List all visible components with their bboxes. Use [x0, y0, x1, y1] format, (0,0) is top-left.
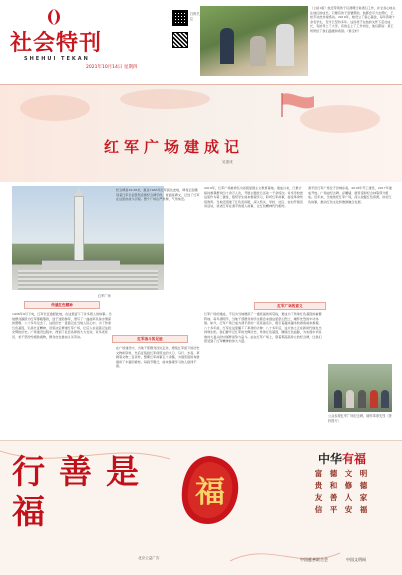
verse-char: 善 [329, 493, 338, 502]
photo-caption: 公众参观红军广场纪念碑，缅怀革命先烈（资料图片） [328, 414, 392, 423]
ad-sponsor: 北京公益广告 [138, 556, 160, 560]
verse-char: 文 [344, 469, 353, 478]
verse-char: 家 [359, 493, 368, 502]
verse-char: 德 [329, 469, 338, 478]
visitors-photo [328, 364, 392, 412]
article-column: 红军广场的建成，不仅为当地增添了一道亮丽的风景线，更成为了传承红色基因的重要阵地。每年清明节，当地干部群众和学生都会来到这里祭扫烈士，缅怀先烈的丰功伟绩。如今，红军广场已成为清平县的一张亮丽名片，吸引着越来越多的游客前来参观。八十多年前，红军在这里播下了革命的火种；八十多年后，这片热土正在新时代焕发出勃勃生机。我们要牢记红军的光辉历史，传承红色基因，赓续红色血脉，为实现中华民族伟大复兴的中国梦而努力奋斗。站在红军广场上，望着那高高耸立的纪念碑，让我们感受到了红军精神的伟大力量。 [204, 312, 322, 343]
fu-seal-icon [176, 452, 244, 528]
article-title: 红军广场建成记 [104, 138, 245, 156]
photo-caption: 红军广场 [98, 294, 111, 298]
qr-caption: 扫码关注 [190, 12, 200, 21]
header-side-text: （上接1版）他还带领孩子们清理日常清扫工作，并全身心地关注他们的成长。只要有孩子需要帮助，他都会尽力去帮忙，王桂芳对此非常感动。2019年，她设立了爱心基金，每年资助十余名学生，至今已坚持多年。这些孩子在他的关怀下茁壮成长，有的考上了大学，有的走上了工作岗位，他们都说：是王奶奶给了我们温暖和希望。（紫宝轩） [310, 6, 396, 33]
article-banner [0, 84, 402, 182]
section-heading: 红军广场的意义 [254, 302, 326, 310]
verse-char: 明 [359, 469, 368, 478]
qr-code-icon [172, 32, 188, 48]
flag-icon [278, 91, 318, 117]
verse-char: 人 [344, 493, 353, 502]
article-author: 吴建成 [222, 160, 233, 164]
ad-slogan: 行善是福 [12, 452, 153, 531]
verse-char: 贵 [314, 481, 323, 490]
ad-title-part: 中华 [318, 452, 343, 466]
verse-char: 和 [329, 481, 338, 490]
verse-char: 福 [359, 505, 368, 514]
verse-char: 安 [344, 505, 353, 514]
article-column: 2019年，红军广场被命名为省级爱国主义教育基地。建成以来，已累计接待参观群众四十余万人次，开展主题党日活动一千余场次。许多学校把这里作为第二课堂，组织学生前来参观学习，聆听红军故事，接受革命传统教育。当地还组建了红色宣讲团，深入机关、学校、社区、农村开展宣讲活动，讲述红军在清平的感人故事，让红色精神代代相传。 [204, 186, 303, 208]
ad-title-highlight: 有福 [342, 452, 367, 466]
ad-title [318, 450, 366, 467]
verse-char: 平 [329, 505, 338, 514]
party-emblem-icon [40, 8, 68, 26]
ad-organization: 中国慈善联合会 [300, 557, 328, 562]
verse-char: 富 [314, 469, 323, 478]
article-column: 清平县红军广场位于县城东南，2016年开工建设，2017年建成开放。广场由纪念碑、浮雕墙、展览馆和纪念林等部分组成。近年来，当地依托红军广场，深入挖掘红色资源，讲好红色故事，推动红色文化和旅游融合发展。 [308, 186, 392, 204]
header-photo [200, 6, 308, 76]
article-column: 纪念碑高19.36米，寓意1936年红军到达此地，碑身正面镌刻着红军长征胜利会师纪念碑字样，背面是碑文，记述了红军在这里的战斗历程。整个广场庄严肃穆，气势恢宏。 [116, 188, 200, 201]
seal-character: 福 [195, 475, 225, 510]
newspaper-pinyin: SHEHUI TEKAN [24, 56, 90, 62]
article-column: 1936年9月下旬，红军长征途经此地，在这里留下了许多感人的故事。当地群众踊跃为红军筹粮筹款，送子送郎参军，谱写了一曲曲军民鱼水情深的赞歌。八十多年过去了，这段历史一直铭记在当地人民心中。为了传承红色基因，弘扬长征精神，县里决定修建红军广场，让后人永远铭记这段光辉的历史。广场建设过程中，得到了社会各界的大力支持，许多老党员、老干部纷纷捐款捐物，群众自发参加义务劳动。 [12, 312, 112, 339]
monument-photo [12, 186, 164, 290]
ad-verse-grid [312, 468, 370, 515]
verse-char: 友 [314, 493, 323, 502]
masthead-area [0, 0, 402, 80]
verse-char: 修 [344, 481, 353, 490]
section-heading: 传递红色精神 [24, 301, 100, 309]
verse-char: 信 [314, 505, 323, 514]
verse-char: 德 [359, 481, 368, 490]
section-heading: 红军战斗的足迹 [112, 335, 188, 343]
issue-date: 2021年10月14日 星期四 [86, 65, 138, 70]
article-column: 在广场建设中，当地干部群众四处走访，搜集红军留下的历史文物和资料，先后征集到红军使用过的大刀、马灯、水壶、草鞋等文物二百余件，整理红军故事五十余篇，为展览馆的布展提供了丰富的素材。每到节假日，前来参观学习的人络绎不绝。 [116, 346, 200, 368]
qr-code-icon [172, 10, 188, 26]
newspaper-title: 社会特刊 [10, 30, 103, 56]
ad-organization: 中国文明网 [346, 557, 366, 562]
